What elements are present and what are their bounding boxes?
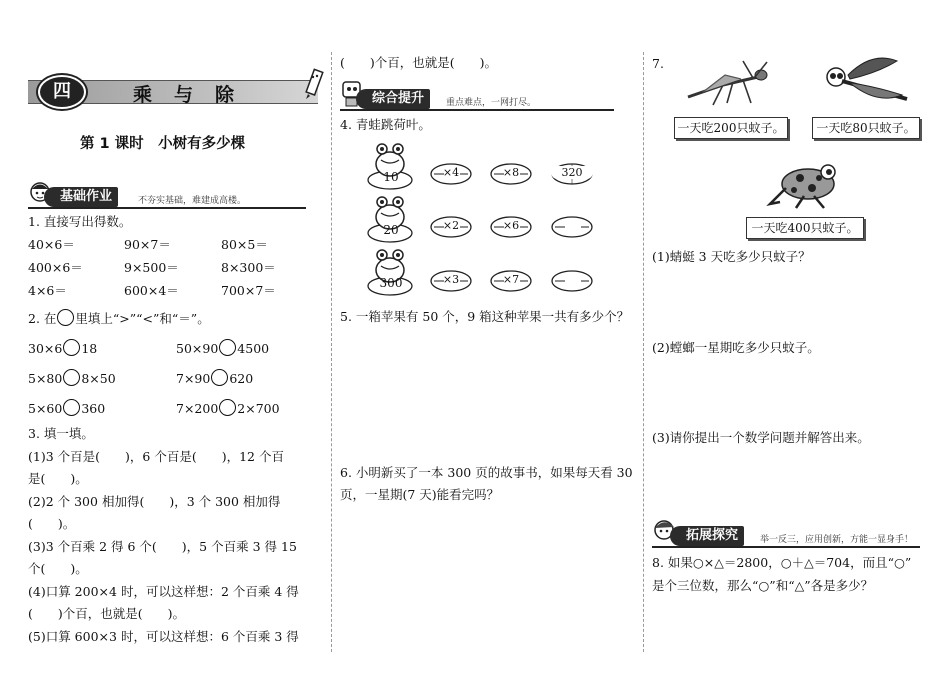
q1-cell: 400×6＝: [28, 260, 83, 275]
column-divider: [643, 52, 644, 652]
q7-label: 7.: [652, 56, 664, 71]
explore-slogan: 举一反三，应用创新，方能一显身手！: [760, 535, 914, 545]
q3-line: (1)3 个百是( )，6 个百是( )，12 个百: [28, 449, 284, 464]
blank-circle-icon: [57, 309, 74, 326]
q3-line: (4)口算 200×4 时，可以这样想：2 个百乘 4 得: [28, 584, 299, 599]
operation-label: ×2: [442, 219, 460, 232]
frog-on-leaf-icon: [366, 246, 414, 298]
q2-title-pre: 2. 在: [28, 311, 57, 326]
q5-text: 5. 一箱苹果有 50 个，9 箱这种苹果一共有多少个？: [340, 309, 630, 324]
answer-circle-input[interactable]: [211, 369, 228, 386]
q2-item: 50×90 4500: [176, 341, 270, 356]
operation-label: ×4: [442, 166, 460, 179]
q1-cell: 80×5＝: [221, 237, 268, 252]
operation-label: ×8: [502, 166, 520, 179]
unit-title: 乘与除: [133, 84, 257, 106]
q3-line: 是( )。: [28, 471, 88, 486]
basic-underline: [28, 207, 306, 209]
q2-item: 7×200 2×700: [176, 401, 280, 416]
q2-title: [28, 309, 210, 327]
q3-line: ( )。: [28, 516, 76, 531]
continued-line: ( )个百，也就是( )。: [340, 55, 498, 70]
q1-title: 1. 直接写出得数。: [28, 214, 132, 229]
frog-label: 一天吃400只蚊子。: [746, 217, 864, 239]
basic-slogan: 不夯实基础，难建成高楼。: [138, 196, 247, 206]
q3-line: (5)口算 600×3 时，可以这样想：6 个百乘 3 得: [28, 629, 299, 644]
q7-sub2: (2)螳螂一星期吃多少只蚊子。: [652, 340, 820, 355]
answer-circle-input[interactable]: [63, 369, 80, 386]
operation-label: ×3: [442, 273, 460, 286]
comprehensive-badge: 综合提升: [356, 89, 430, 109]
frog-on-leaf-icon: [366, 140, 414, 192]
answer-circle-input[interactable]: [63, 399, 80, 416]
q1-cell: 90×7＝: [124, 237, 171, 252]
q3-line: 个( )。: [28, 561, 88, 576]
q1-cell: 700×7＝: [221, 283, 276, 298]
comprehensive-slogan: 重点难点，一网打尽。: [446, 98, 537, 108]
frog-start-value: 300: [379, 276, 403, 290]
mantis-label: 一天吃200只蚊子。: [674, 117, 788, 139]
dragonfly-icon: [822, 55, 914, 107]
spotted-frog-icon: [764, 158, 846, 210]
q4-title: 4. 青蛙跳荷叶。: [340, 117, 431, 132]
frog-start-value: 20: [383, 223, 399, 237]
lily-pad-result[interactable]: [551, 270, 593, 292]
pencil-icon: [304, 66, 328, 100]
comprehensive-underline: [340, 109, 614, 111]
operation-label: ×7: [502, 273, 520, 286]
unit-number-badge: 四: [38, 75, 86, 109]
q1-cell: 600×4＝: [124, 283, 179, 298]
frog-on-leaf-icon: [366, 193, 414, 245]
q1-cell: 4×6＝: [28, 283, 67, 298]
explore-underline: [652, 546, 920, 548]
q2-item: 5×80 8×50: [28, 371, 116, 386]
q7-sub3: (3)请你提出一个数学问题并解答出来。: [652, 430, 870, 445]
q1-cell: 9×500＝: [124, 260, 179, 275]
answer-circle-input[interactable]: [63, 339, 80, 356]
frog-start-value: 10: [383, 170, 399, 184]
basic-homework-badge: 基础作业: [44, 187, 118, 207]
q2-item: 5×60 360: [28, 401, 106, 416]
operation-label: ×6: [502, 219, 520, 232]
q8-line: 8. 如果○×△＝2800，○＋△＝704，而且“○”: [652, 555, 912, 570]
q8-line: 是个三位数，那么“○”和“△”各是多少？: [652, 578, 874, 593]
result-value[interactable]: 320: [551, 166, 593, 179]
q3-line: (2)2 个 300 相加得( )，3 个 300 相加得: [28, 494, 281, 509]
q1-cell: 40×6＝: [28, 237, 75, 252]
q2-title-post: 里填上“>”“<”和“＝”。: [75, 311, 210, 326]
answer-circle-input[interactable]: [219, 339, 236, 356]
q3-line: ( )个百，也就是( )。: [28, 606, 186, 621]
lesson-title: 第 1 课时 小树有多少棵: [80, 136, 246, 152]
q2-item: 7×90 620: [176, 371, 254, 386]
q6-text: 6. 小明新买了一本 300 页的故事书，如果每天看 30 页，一星期(7 天)能看完吗？: [340, 465, 633, 502]
q2-item: 30×6 18: [28, 341, 98, 356]
dragonfly-label: 一天吃80只蚊子。: [812, 117, 920, 139]
q7-sub1: (1)蜻蜓 3 天吃多少只蚊子？: [652, 249, 811, 264]
answer-circle-input[interactable]: [219, 399, 236, 416]
q3-line: (3)3 个百乘 2 得 6 个( )，5 个百乘 3 得 15: [28, 539, 297, 554]
q3-title: 3. 填一填。: [28, 426, 94, 441]
q1-cell: 8×300＝: [221, 260, 276, 275]
mantis-icon: [683, 57, 773, 107]
lily-pad-result[interactable]: [551, 216, 593, 238]
explore-badge: 拓展探究: [670, 526, 744, 546]
column-divider: [331, 52, 332, 652]
